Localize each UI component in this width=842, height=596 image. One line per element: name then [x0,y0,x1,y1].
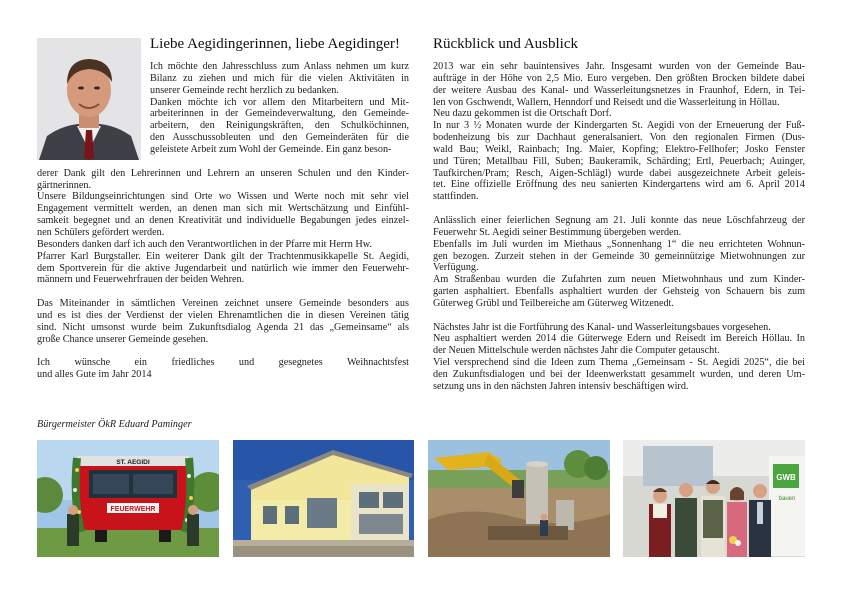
construction-photo [428,440,610,557]
left-body-line: derer Dank gilt den Lehrerinnen und Lehrern an unseren Schulen und den Kinder- [37,167,409,179]
left-intro-line: unserer Gemeinde recht herzlich zu bedanken. [150,84,339,96]
right-body-line: garten asphaltiert. Ebenfalls asphaltiert wurden der Gehsteig von Schauern bis zum [433,286,805,298]
right-body-line: und Türen; Metallbau Fill, Suben; Baukeramik, Schärding; Ertl, Peuerbach; Auinger, [433,155,805,167]
right-body-line: tet. Eine offizielle Eröffnung des neu sanierten Kindergartens wird am 6. April 2014 [433,179,805,191]
right-body-line: Taufkirchen/Pram; Resch, Aigen-Schlägl) wurde dabei ausgezeichnete Arbeit geleis- [433,167,805,179]
left-intro [150,61,409,156]
right-body-line: der Neuen Mittelschule werden nächstes Jahr die Computer getauscht. [433,345,720,357]
group-photo [623,440,805,557]
right-body-line: Am Straßenbau wurden die Zufahrten zum neuen Mietwohnhaus und zum Kinder- [433,274,805,286]
left-body-line: Engagement vermittelt werden, an denen man sich mit Wertschätzung und Einfühl- [37,203,409,215]
right-body-line: Ebenfalls im Juli wurden im Miethaus „Sonnenhang 1“ die neu errichteten Wohnun- [433,238,805,250]
right-body-line: stattfinden. [433,191,479,203]
left-intro-line: den Ausschussobleuten und den Gemeinderäten für die [150,132,409,144]
right-body-line [433,310,805,322]
left-body-line [37,286,409,298]
left-body-line: nen Schülers gefördert werden. [37,227,165,239]
left-body-line: Besonders danken darf ich auch den Verantwortlichen in der Pfarre mit Herrn Hw. [37,238,372,250]
left-intro-line: arbeiterinnen in der Gemeindeverwaltung, den Gemeinde- [150,108,409,120]
left-body-line: Unsere Bildungseinrichtungen sind Orte wo Wissen und Werte noch mit sehr viel [37,191,409,203]
signature: Bürgermeister ÖkR Eduard Paminger [37,419,192,430]
left-body-line: Pfarrer Karl Burgstaller. Ein weiterer Dank gilt der Trachtenmusikkapelle St. Aegidi, [37,250,409,262]
left-body-line: männern und Feuerwehrfrauen der beiden Wehren. [37,274,245,286]
left-intro-line: Danken möchte ich vor allem den Mitarbeitern und Mit- [150,96,409,108]
right-body-line: der weitere Ausbau des Kanal- und Wasserleitungsnetzes in Fraunhof, Edern, in Tei- [433,84,805,96]
truck-label: FEUERWEHR [110,506,156,513]
truck-sign: ST. AEGIDI [116,459,150,466]
right-body-line: Verfügung. [433,262,479,274]
right-body-line: gen bezogen. Zurzeit stehen in der Gemeinde 30 gemeinnützige Mietwohnungen zur [433,250,805,262]
left-body-line: Das Miteinander in sämtlichen Vereinen zeichnet unsere Gemeinde besonders aus [37,298,409,310]
right-body-line [433,203,805,215]
right-body-line: Neu dazu gekommen ist die Ortschaft Dorf. [433,108,612,120]
left-body-line: und alles Gute im Jahr 2014 [37,369,152,381]
left-intro-line: Bilanz zu ziehen und mich für die vielen Aktivitäten in [150,72,409,84]
right-body-line: bodenheizung bis zur Dachhaut generalsaniert. Von den regionalen Firmen (Dus- [433,132,805,144]
left-intro-line: arbeitern, den Reinigungskräften, den Schulköchinnen, [150,120,409,132]
right-body-line: Anlässlich einer feierlichen Segnung am 21. Juli konnte das neue Löschfahrzeug der [433,214,805,226]
left-body [37,168,409,381]
right-body-line: Feuerwehr St. Aegidi seiner Bestimmung übergeben werden. [433,226,682,238]
right-body-line: Nächstes Jahr ist die Fortführung des Kanal- und Wasserleitungsbaues vorgesehen. [433,321,771,333]
left-intro-line: geleistete Arbeit zum Wohl der Gemeinde. Ein ganz beson- [150,143,392,155]
left-body-line: Ich wünsche ein friedliches und gesegnetes Weihnachtsfest [37,357,409,369]
kindergarten-photo [233,440,414,557]
right-body [433,61,805,393]
mayor-portrait [37,38,141,160]
right-body-line: In nur 3 ½ Monaten wurde der Kindergarten St. Aegidi von der Erneuerung der Fuß- [433,120,805,132]
right-body-line: aufträge in der Höhe von 2,5 Mio. Euro vergeben. Den größten Brocken bildete dabei [433,72,805,84]
left-body-line: dem Sportverein für die aktive Jugendarbeit und natürlich wie immer den Feuerwehr- [37,262,409,274]
right-body-line: den Zukunftsdialogen und bei der Ideenwerkstatt gesammelt wurden, und deren Um- [433,368,805,380]
left-body-line: sind. Nicht umsonst wurde beim Zukunftsdialog Agenda 21 das „Gemeinsame“ als [37,321,409,333]
right-body-line: Neu asphaltiert werden 2014 die Güterwege Edern und Reisedt im Bereich Höllau. In [433,333,805,345]
left-body-line: große Chance unserer Gemeinde gesehen. [37,333,209,345]
right-body-line: 2013 war ein sehr bauintensives Jahr. Insgesamt wurden von der Gemeinde Bau- [433,61,805,72]
banner-logo: GWB [776,473,796,482]
right-body-line: Güterweg Grübl und Teilbereiche am Güterweg Witzenedt. [433,297,674,309]
left-body-line [37,345,409,357]
right-body-line: len von Gschwendt, Wallern, Henndorf und Reisedt und die Wasserleitung in Höllau. [433,96,780,108]
left-body-line: gärtnerinnen. [37,179,92,191]
left-heading: Liebe Aegidingerinnen, liebe Aegidinger! [150,36,400,52]
right-body-line: Viel versprechend sind die Ideen zum Thema „Gemeinsam - St. Aegidi 2025“, die bei [433,357,805,369]
left-body-line: und es ist dies der Verdienst der vielen Ehrenamtlichen die in diesen Vereinen tätig [37,309,409,321]
right-body-line: setzung uns in den nächsten Jahren intensiv beschäftigen wird. [433,380,689,392]
right-heading: Rückblick und Ausblick [433,36,578,52]
left-body-line: samkeit begegnet und an denen Kreativität und individuelle Begabungen jedes einzel- [37,215,409,227]
fire-truck-photo [37,440,219,557]
left-intro-line: Ich möchte den Jahresschluss zum Anlass nehmen um kurz [150,61,409,72]
right-body-line: wald Bau; Weikl, Rainbach; Ing. Maier, Kopfing; Elektro-Fellhofer; Josko Fenster [433,143,805,155]
banner-text: bauen [778,496,796,502]
